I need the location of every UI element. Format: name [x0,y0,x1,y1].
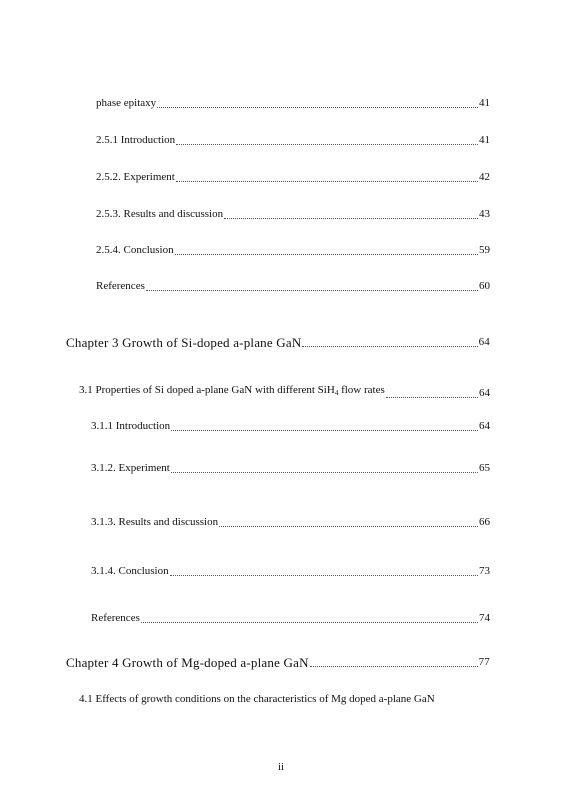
toc-title-text: 3.1 Properties of Si doped a-plane GaN with different SiH [79,384,335,396]
toc-entry [91,462,490,475]
dot-leader [176,172,478,182]
toc-entry-title: Chapter 3 Growth of Si-doped a-plane GaN [66,335,302,350]
dot-leader [310,657,478,667]
toc-entry-page: 73 [479,565,490,577]
toc-entry-title: References [96,280,145,292]
toc-entry [79,693,490,706]
toc-entry-title: 2.5.1 Introduction [96,134,176,146]
dot-leader [146,281,478,291]
dot-leader [386,388,478,398]
toc-title-text: flow rates [338,384,385,396]
toc-entry [96,244,490,257]
toc-entry [91,612,490,625]
toc-entry-title: 2.5.2. Experiment [96,171,175,183]
toc-entry-page: 66 [479,516,490,528]
dot-leader [176,135,478,145]
toc-entry-title: Chapter 4 Growth of Mg-doped a-plane GaN [66,655,309,670]
dot-leader [175,245,478,255]
dot-leader [157,98,478,108]
toc-entry-page: 64 [479,387,490,399]
toc-entry-page: 74 [479,612,490,624]
toc-entry-title: 2.5.4. Conclusion [96,244,174,256]
dot-leader [170,566,478,576]
toc-entry-page: 64 [478,336,490,348]
toc-entry-title: 3.1.4. Conclusion [91,565,169,577]
toc-entry [91,420,490,433]
toc-chapter-entry [66,656,490,669]
toc-entry-title: 3.1.1 Introduction [91,420,171,432]
toc-entry [91,516,490,529]
toc-entry [96,280,490,293]
toc-entry [96,134,490,147]
toc-entry-title: 3.1.3. Results and discussion [91,516,219,528]
toc-entry-page: 65 [479,462,490,474]
toc-chapter-entry [66,336,490,349]
subscript: 4 [334,389,339,397]
toc-entry-title: 3.1.2. Experiment [91,462,170,474]
page-number: ii [277,761,285,773]
dot-leader [219,517,478,527]
toc-entry [96,171,490,184]
toc-entry [91,565,490,578]
dot-leader [224,209,478,219]
toc-entry-page: 64 [479,420,490,432]
toc-entry-page: 43 [479,208,490,220]
toc-entry-title [79,384,385,400]
toc-entry [96,97,490,110]
toc-entry-page: 41 [479,97,490,109]
dot-leader [302,337,477,347]
dot-leader [171,463,478,473]
dot-leader [141,613,478,623]
toc-entry [96,208,490,221]
dot-leader [171,421,478,431]
toc-entry-page: 77 [478,656,490,668]
toc-entry-page: 42 [479,171,490,183]
toc-entry-page: 59 [479,244,490,256]
toc-entry-page: 41 [479,134,490,146]
toc-entry-page: 60 [479,280,490,292]
toc-entry [79,384,490,400]
toc-entry-title: 4.1 Effects of growth conditions on the characteristics of Mg doped a-plane GaN [79,693,435,705]
toc-entry-title: 2.5.3. Results and discussion [96,208,224,220]
toc-entry-title: phase epitaxy [96,97,157,109]
toc-entry-title: References [91,612,140,624]
